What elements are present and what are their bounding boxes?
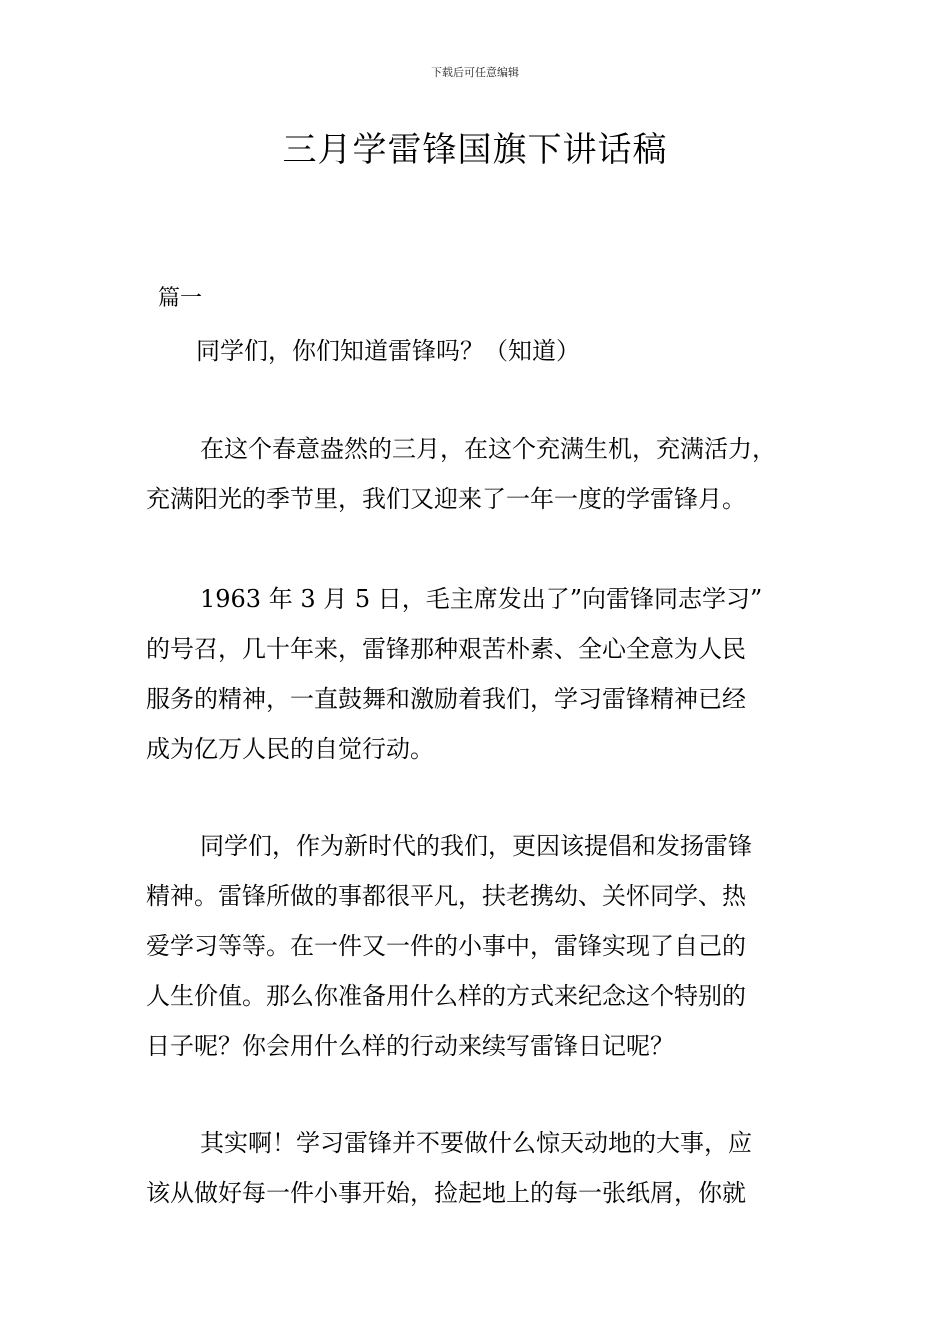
- paragraph-line: 同学们，你们知道雷锋吗？（知道）: [196, 337, 580, 365]
- paragraph-line: 日子呢？你会用什么样的行动来续写雷锋日记呢？: [146, 1032, 674, 1060]
- paragraph-line: 人生价值。那么你准备用什么样的方式来纪念这个特别的: [146, 982, 746, 1010]
- paragraph-5: [146, 1118, 826, 1218]
- paragraph-line: 其实啊！学习雷锋并不要做什么惊天动地的大事，应: [200, 1129, 752, 1157]
- section-label: 篇一: [158, 286, 203, 311]
- paragraph-line: 1963 年 3 月 5 日，毛主席发出了”向雷锋同志学习”: [200, 585, 763, 613]
- paragraph-4: [146, 821, 826, 1071]
- paragraph-line: 服务的精神，一直鼓舞和激励着我们，学习雷锋精神已经: [146, 685, 746, 713]
- paragraph-line: 精神。雷锋所做的事都很平凡，扶老携幼、关怀同学、热: [146, 882, 746, 910]
- paragraph-line: 该从做好每一件小事开始，捡起地上的每一张纸屑，你就: [146, 1179, 746, 1207]
- paragraph-line: 在这个春意盎然的三月，在这个充满生机，充满活力，: [200, 435, 776, 463]
- paragraph-line: 充满阳光的季节里，我们又迎来了一年一度的学雷锋月。: [146, 485, 746, 513]
- document-title: 三月学雷锋国旗下讲话稿: [282, 130, 668, 170]
- paragraph-line: 的号召，几十年来，雷锋那种艰苦朴素、全心全意为人民: [146, 635, 746, 663]
- paragraph-line: 成为亿万人民的自觉行动。: [146, 735, 434, 763]
- header-note: 下载后可任意编辑: [431, 66, 519, 79]
- paragraph-3: [146, 574, 826, 774]
- paragraph-2: [146, 424, 826, 524]
- paragraph-line: 爱学习等等。在一件又一件的小事中，雷锋实现了自己的: [146, 932, 746, 960]
- paragraph-1: [146, 326, 826, 376]
- paragraph-line: 同学们，作为新时代的我们，更因该提倡和发扬雷锋: [200, 832, 752, 860]
